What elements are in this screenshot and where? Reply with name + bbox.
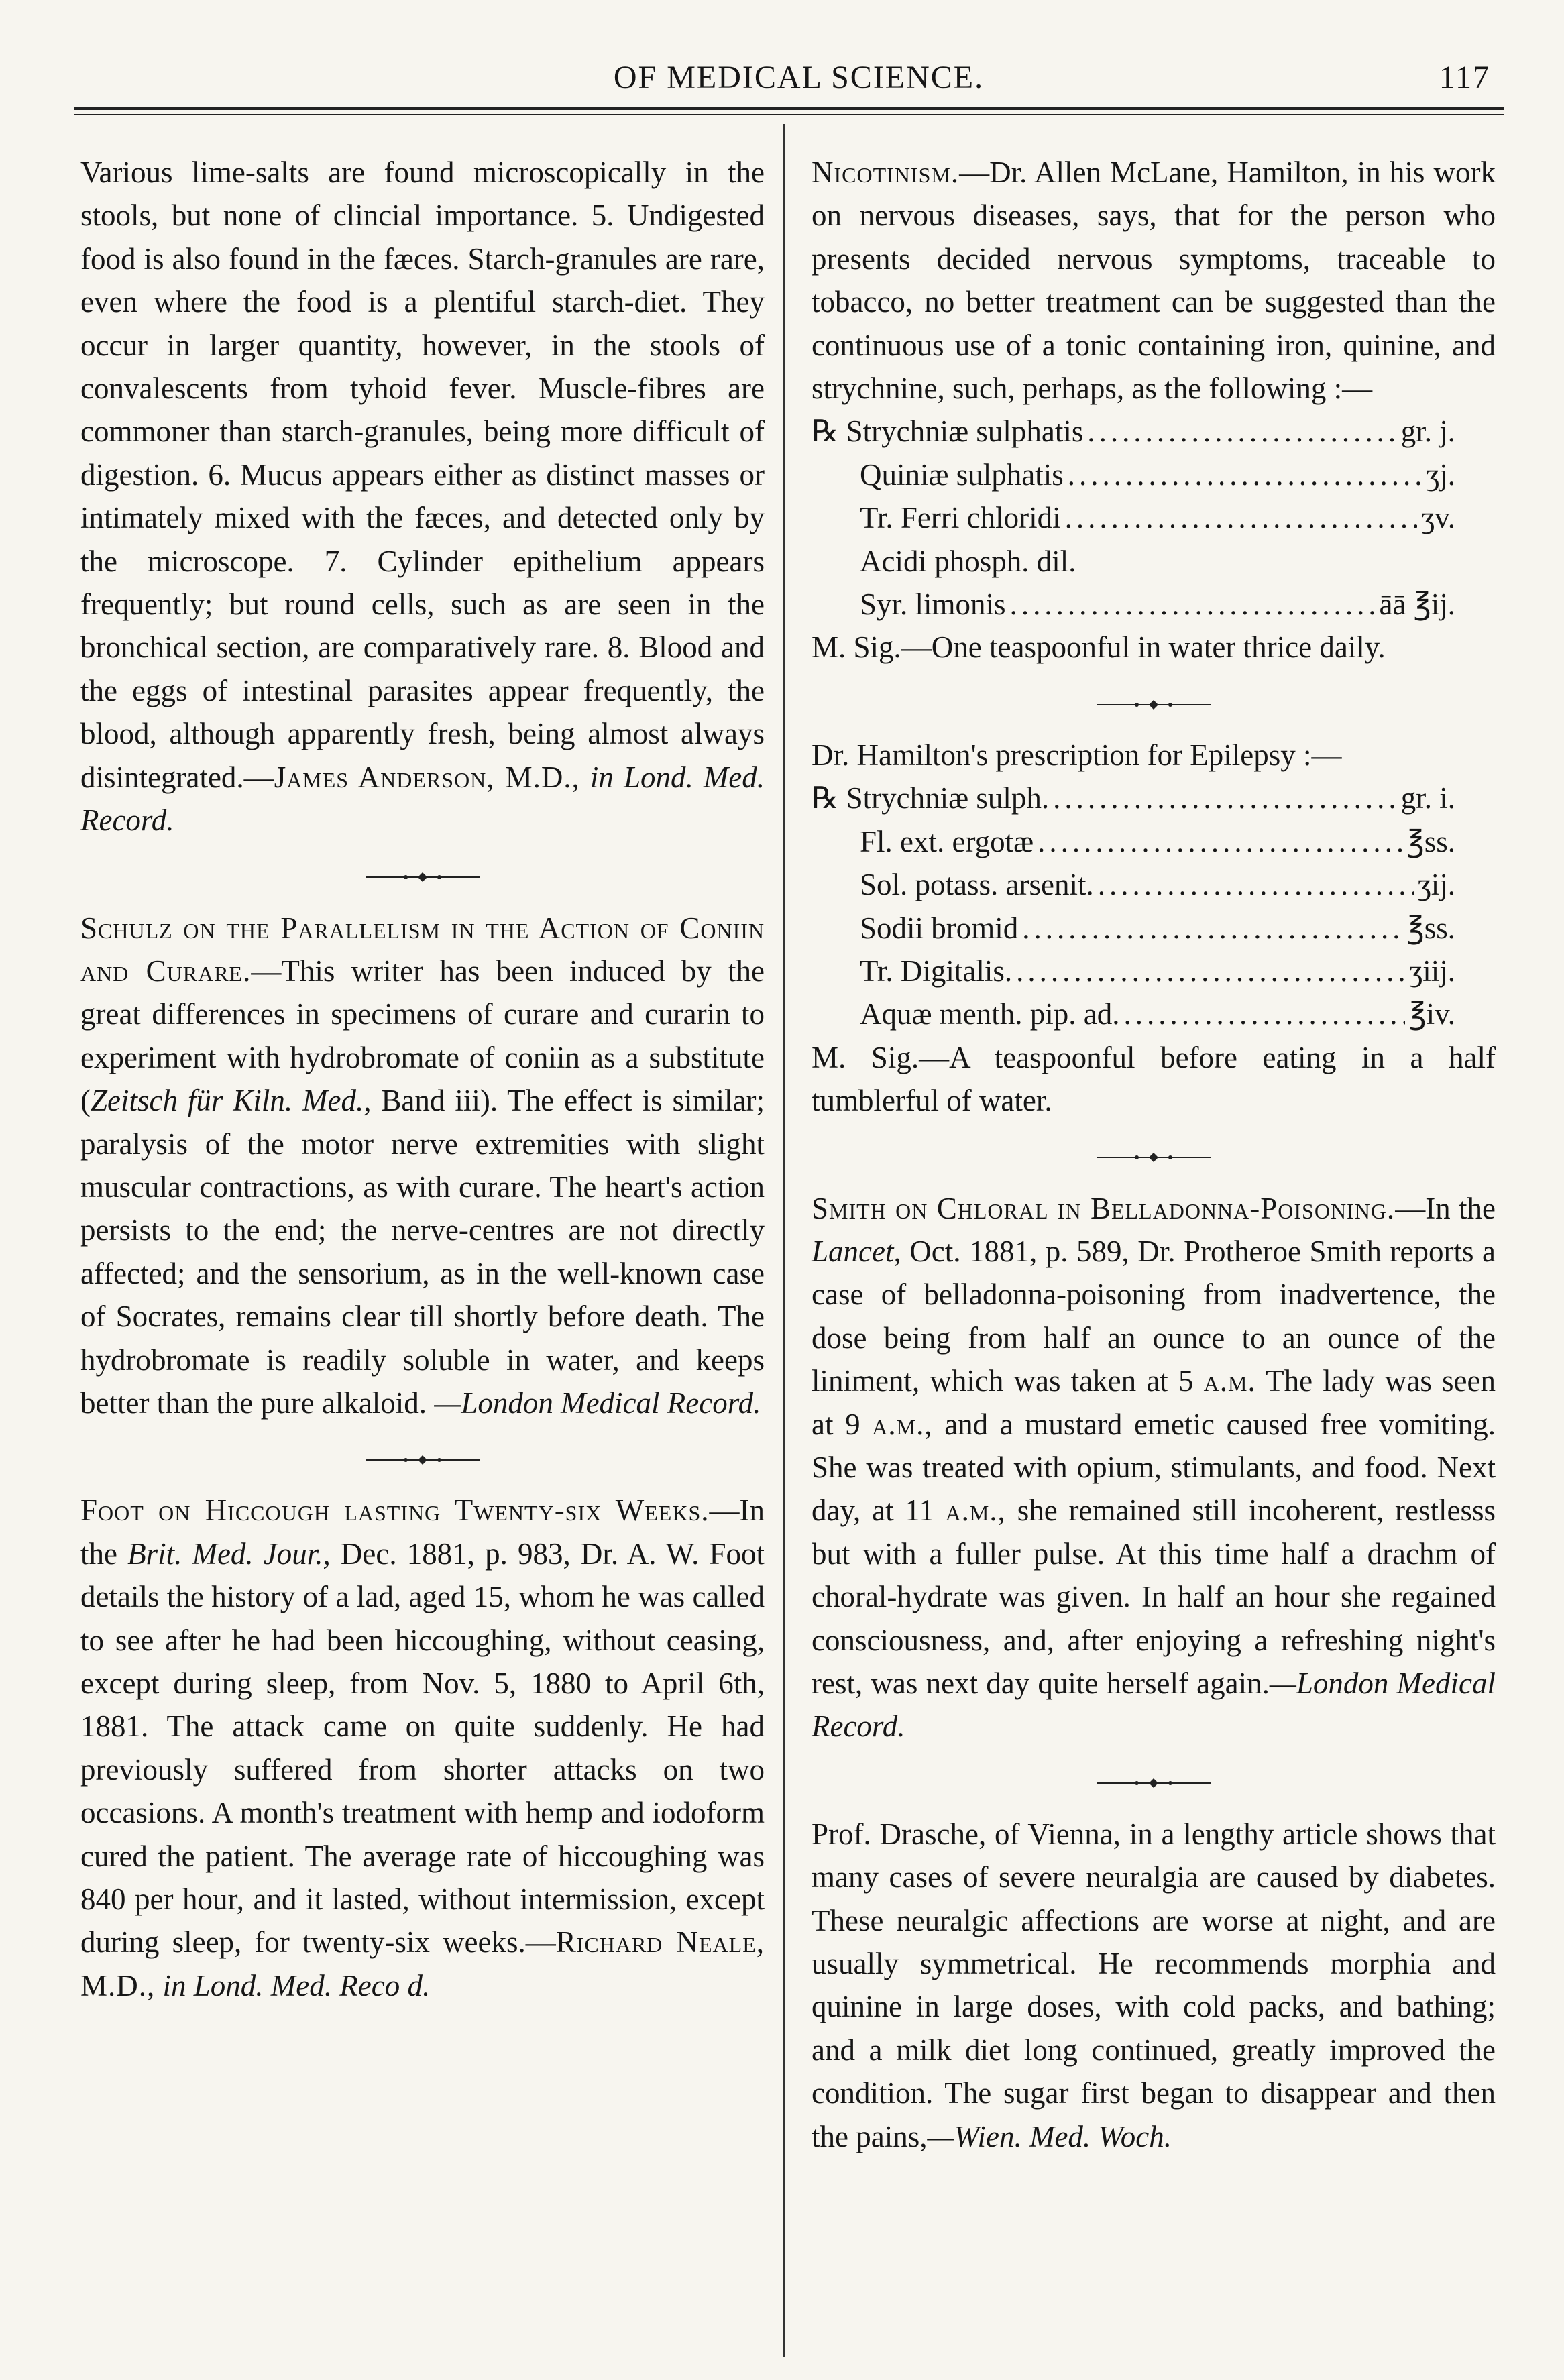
rx-ingredient: Tr. Digitalis.	[860, 954, 1013, 988]
prescription-epilepsy	[812, 777, 1496, 1122]
smith-text-e: she remained still incoherent, restlesss but with a fuller pulse. At this time half a drachm of choral-hydrate was given. In half an hour she regained consciousness, and, after enjoying a refreshing night's rest, was next day quite herself again.	[812, 1493, 1496, 1700]
smith-heading: Smith on Chloral in Belladonna-Poisoning.	[812, 1191, 1396, 1225]
nicotinism-text: —Dr. Allen McLane, Hamilton, in his work on nervous diseases, says, that for the person who presents decided nervous symptoms, traceable to tobacco, no better treatment can be suggested than the continuous use of a tonic containing iron, quinine, and strychnine, such, perhaps, as the following :—	[812, 156, 1496, 406]
rx-ingredient: Tr. Ferri chloridi	[860, 501, 1061, 535]
rx-ingredient: Sol. potass. arsenit.	[860, 868, 1094, 902]
schulz-source: —London Medical Record.	[434, 1385, 761, 1420]
smith-time: a.m.,	[872, 1407, 933, 1441]
rx-ingredient: Quiniæ sulphatis	[860, 457, 1064, 492]
rx-dose: ʒj.	[1426, 457, 1455, 492]
schulz-reference: Zeitsch für Kiln. Med.,	[91, 1084, 372, 1118]
rx-line	[812, 777, 1496, 819]
rx-signature: M. Sig.—One teaspoonful in water thrice daily.	[812, 630, 1386, 665]
ornament-rule-icon	[1097, 1153, 1211, 1162]
foot-text-b: Dec. 1881, p. 983, Dr. A. W. Foot details the history of a lad, aged 15, whom he was called to see after he had been hiccoughing, without ceasing, except during sleep, from Nov. 5, 1880 to April 6th, 1881. The attack came on quite suddenly. He had previously suffered from shorter attacks on two occasions. A month's treatment with hemp and iodoform cured the patient. The average rate of hiccoughing was 840 per hour, and it lasted, without intermission, except during sleep, for twenty-six weeks.—	[80, 1536, 765, 1960]
stools-source: in Lond. Med. Record.	[80, 760, 765, 838]
rx-line	[812, 583, 1496, 626]
article-schulz	[80, 907, 765, 1425]
rx-dose: ʒiij.	[1409, 954, 1455, 988]
article-smith-chloral	[812, 1187, 1496, 1748]
rx-dose: ℥iv.	[1408, 997, 1455, 1031]
rx-ingredient: Sodii bromid	[860, 911, 1019, 945]
right-column	[812, 151, 1496, 2158]
article-foot-hiccough	[80, 1489, 765, 2007]
rx-line	[812, 496, 1496, 539]
rx-ingredient: ℞ Strychniæ sulph.	[812, 781, 1050, 815]
rx-ingredient: Fl. ext. ergotæ	[860, 824, 1034, 858]
rx-ingredient: Syr. limonis	[860, 587, 1006, 622]
rx-line	[812, 540, 1496, 583]
foot-source: in Lond. Med. Reco d.	[162, 1968, 431, 2002]
article-drasche	[812, 1813, 1496, 2158]
smith-text-b: Oct. 1881, p. 589, Dr. Protheroe Smith reports a case of belladonna-poisoning from inadvertence, the dose being from half an ounce to an ounce of the liniment, which was taken at 5	[812, 1234, 1496, 1398]
article-nicotinism	[812, 151, 1496, 410]
header-rule-thin	[74, 114, 1504, 115]
rx-ingredient: Acidi phosph. dil.	[860, 544, 1076, 578]
smith-reference: Lancet,	[812, 1234, 901, 1268]
smith-source: —London Medical Record.	[812, 1666, 1496, 1744]
smith-time: a.m.,	[945, 1493, 1006, 1528]
smith-text-a: —In the	[1395, 1191, 1496, 1225]
foot-text-a: —In the	[80, 1493, 765, 1571]
rx-line	[812, 453, 1496, 496]
section-ornament	[812, 669, 1496, 734]
rx-signature: M. Sig.—A teaspoonful before eating in a half tumblerful of water.	[812, 1040, 1496, 1118]
section-ornament	[80, 842, 765, 907]
section-ornament	[80, 1424, 765, 1489]
rx-dose: āā ℥ij.	[1379, 587, 1455, 622]
rx-line	[812, 993, 1496, 1035]
schulz-heading: Schulz on the Parallelism in the Action of Coniin and Curare.	[80, 911, 765, 988]
stools-text: Various lime-salts are found microscopically in the stools, but none of clincial importance. 5. Undigested food is also found in the fæces. Starch-granules are rare, even where the food is a plentiful starch-diet. They occur in larger quantity, however, in the stools of convalescents from tyhoid fever. Muscle-fibres are commoner than starch-granules, being more difficult of digestion. 6. Mucus appears either as distinct masses or intimately mixed with the fæces, and detected only by the microscope. 7. Cylinder epithelium appears frequently; but round cells, such as are seen in the bronchical section, are comparatively rare. 8. Blood and the eggs of intestinal parasites appear frequently, the blood, although apparently fresh, being almost always disintegrated.—	[80, 156, 765, 794]
schulz-text-a: —This writer has been induced by the great differences in specimens of curare and curarin to experiment with hydrobromate of coniin as a substitute (	[80, 954, 765, 1118]
rx-line	[812, 820, 1496, 863]
column-divider	[783, 124, 785, 2357]
rx-line	[812, 863, 1496, 906]
drasche-source: —Wien. Med. Woch.	[927, 2119, 1172, 2153]
rx-dose: gr. j.	[1400, 414, 1455, 449]
running-title: OF MEDICAL SCIENCE.	[613, 60, 985, 95]
rx-dose: ℥ss.	[1406, 911, 1455, 945]
stools-author: James Anderson, M.D.,	[274, 760, 580, 794]
foot-heading: Foot on Hiccough lasting Twenty-six Weeks.	[80, 1493, 710, 1528]
rx-ingredient: ℞ Strychniæ sulphatis	[812, 414, 1084, 449]
ornament-rule-icon	[1097, 1778, 1211, 1788]
smith-text-c: The lady was seen at 9	[812, 1364, 1496, 1441]
rx-line	[812, 950, 1496, 993]
rx-dose: gr. i.	[1400, 781, 1455, 815]
running-head	[87, 52, 1510, 99]
rx-ingredient: Aquæ menth. pip. ad.	[860, 997, 1120, 1031]
header-rule-thick	[74, 107, 1504, 110]
ornament-rule-icon	[1097, 700, 1211, 710]
drasche-text: Prof. Drasche, of Vienna, in a lengthy article shows that many cases of severe neuralgia are caused by diabetes. These neuralgic affections are worse at night, and are usually symmetrical. He recommends morphia and quinine in large doses, with cold packs, and bathing; and a milk diet long continued, greatly improved the condition. The sugar first began to disappear and then the pains,	[812, 1817, 1496, 2153]
section-ornament	[812, 1123, 1496, 1187]
rx-dose: ʒij.	[1417, 868, 1455, 902]
ornament-rule-icon	[366, 872, 480, 882]
left-column	[80, 151, 765, 2007]
rx-line	[812, 410, 1496, 453]
rx-line	[812, 907, 1496, 950]
smith-text-d: and a mustard emetic caused free vomiting. She was treated with opium, stimulants, and food. Next day, at 11	[812, 1407, 1496, 1528]
foot-author: Richard Neale, M.D.,	[80, 1925, 765, 2002]
ornament-rule-icon	[366, 1455, 480, 1465]
nicotinism-heading: Nicotinism.	[812, 156, 960, 189]
rx-dose: ℥ss.	[1406, 824, 1455, 858]
section-ornament	[812, 1748, 1496, 1813]
hamilton-intro: Dr. Hamilton's prescription for Epilepsy :—	[812, 738, 1342, 772]
article-stools-continuation	[80, 151, 765, 842]
schulz-text-b: Band iii). The effect is similar; paralysis of the motor nerve extremities with slight muscular contractions, as with curare. The heart's action persists to the end; the nerve-centres are not directly affected; and the sensorium, as in the well-known case of Socrates, remains clear till shortly before death. The hydrobromate is readily soluble in water, and keeps better than the pure alkaloid.	[80, 1084, 765, 1420]
foot-reference: Brit. Med. Jour.,	[127, 1536, 331, 1571]
prescription-nicotinism	[812, 410, 1496, 669]
smith-time: a.m.	[1203, 1364, 1256, 1398]
rx-dose: ʒv.	[1421, 501, 1455, 535]
page-number: 117	[1439, 60, 1490, 95]
